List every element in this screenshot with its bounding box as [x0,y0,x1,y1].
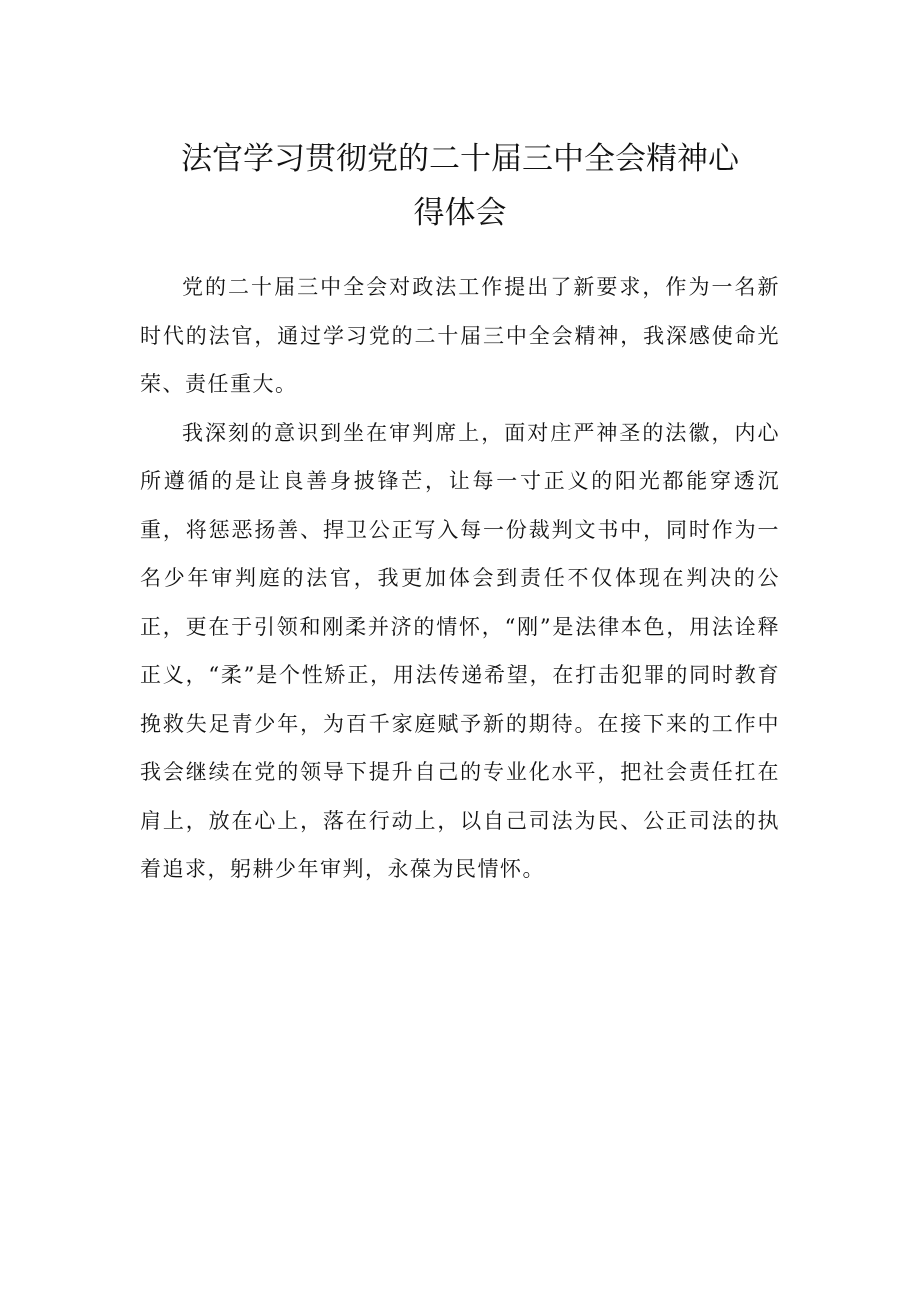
title-line-2: 得体会 [413,195,507,231]
document-body [140,263,780,894]
document-title [140,132,780,240]
paragraph-2: 我深刻的意识到坐在审判席上，面对庄严神圣的法徽，内心所遵循的是让良善身披锋芒，让每一寸正义的阳光都能穿透沉重，将惩恶扬善、捍卫公正写入每一份裁判文书中，同时作为一名少年审判庭的法官，我更加体会到责任不仅体现在判决的公正，更在于引领和刚柔并济的情怀，“刚”是法律本色，用法诠释正义，“柔”是个性矫正，用法传递希望，在打击犯罪的同时教育挽救失足青少年，为百千家庭赋予新的期待。在接下来的工作中我会继续在党的领导下提升自己的专业化水平，把社会责任扛在肩上，放在心上，落在行动上，以自己司法为民、公正司法的执着追求，躬耕少年审判，永葆为民情怀。 [140,420,780,881]
title-line-1: 法官学习贯彻党的二十届三中全会精神心 [181,141,739,177]
paragraph-1: 党的二十届三中全会对政法工作提出了新要求，作为一名新时代的法官，通过学习党的二十届三中全会精神，我深感使命光荣、责任重大。 [140,275,780,396]
